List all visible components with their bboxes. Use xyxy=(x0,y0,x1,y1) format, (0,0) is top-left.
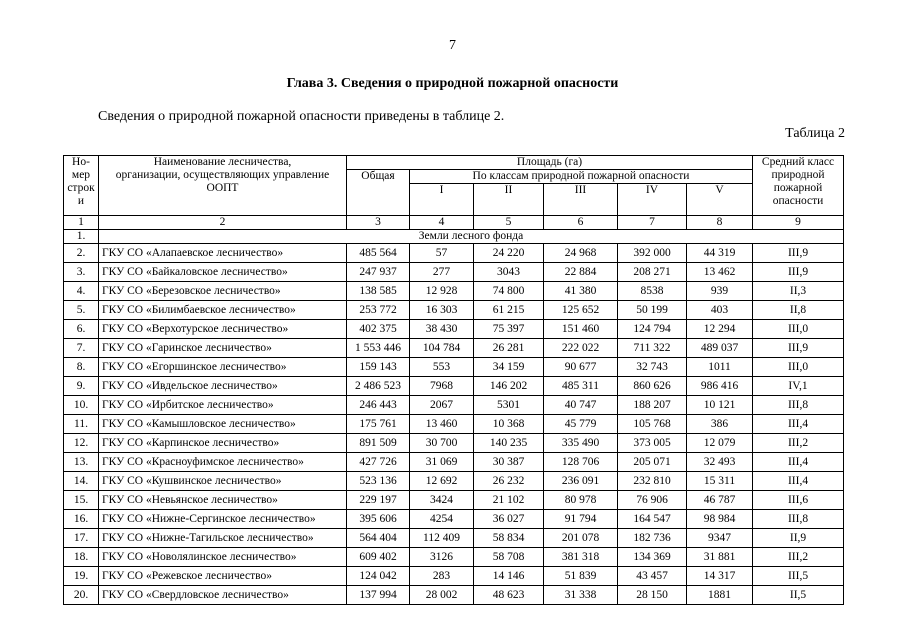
class-2-cell: 3043 xyxy=(474,263,544,282)
class-2-cell: 48 623 xyxy=(474,586,544,605)
avg-class-cell: III,6 xyxy=(753,491,844,510)
class-4-cell: 76 906 xyxy=(618,491,687,510)
class-5-cell: 939 xyxy=(687,282,753,301)
avg-class-cell: III,4 xyxy=(753,472,844,491)
row-number-cell: 7. xyxy=(64,339,99,358)
class-3-cell: 24 968 xyxy=(544,244,618,263)
class-3-cell: 40 747 xyxy=(544,396,618,415)
class-4-cell: 711 322 xyxy=(618,339,687,358)
row-number-cell: 11. xyxy=(64,415,99,434)
class-5-cell: 9347 xyxy=(687,529,753,548)
header-row-no xyxy=(64,156,99,216)
section-no: 1. xyxy=(64,230,99,244)
table-row xyxy=(64,301,844,320)
class-4-cell: 8538 xyxy=(618,282,687,301)
total-area-cell: 247 937 xyxy=(347,263,410,282)
class-3-cell: 201 078 xyxy=(544,529,618,548)
class-1-cell: 38 430 xyxy=(410,320,474,339)
avg-class-cell: III,0 xyxy=(753,358,844,377)
forestry-name-cell: ГКУ СО «Байкаловское лесничество» xyxy=(99,263,347,282)
class-3-cell: 91 794 xyxy=(544,510,618,529)
class-5-cell: 31 881 xyxy=(687,548,753,567)
forestry-name-cell: ГКУ СО «Свердловское лесничество» xyxy=(99,586,347,605)
class-1-cell: 16 303 xyxy=(410,301,474,320)
row-number-cell: 19. xyxy=(64,567,99,586)
table-row xyxy=(64,339,844,358)
avg-class-cell: III,2 xyxy=(753,548,844,567)
class-3-cell: 335 490 xyxy=(544,434,618,453)
class-5-cell: 12 294 xyxy=(687,320,753,339)
class-4-cell: 860 626 xyxy=(618,377,687,396)
table-row xyxy=(64,529,844,548)
class-2-cell: 14 146 xyxy=(474,567,544,586)
class-3-cell: 236 091 xyxy=(544,472,618,491)
class-3-cell: 80 978 xyxy=(544,491,618,510)
section-row xyxy=(64,230,844,244)
class-2-cell: 58 834 xyxy=(474,529,544,548)
header-class-3: III xyxy=(544,184,618,216)
total-area-cell: 124 042 xyxy=(347,567,410,586)
total-area-cell: 891 509 xyxy=(347,434,410,453)
class-5-cell: 15 311 xyxy=(687,472,753,491)
page-number: 7 xyxy=(449,38,456,53)
class-2-cell: 5301 xyxy=(474,396,544,415)
class-1-cell: 4254 xyxy=(410,510,474,529)
class-5-cell: 14 317 xyxy=(687,567,753,586)
header-avg-line: пожарной xyxy=(773,182,823,194)
column-number: 8 xyxy=(687,216,753,230)
avg-class-cell: II,3 xyxy=(753,282,844,301)
header-row-no-line: и xyxy=(77,195,85,207)
class-2-cell: 146 202 xyxy=(474,377,544,396)
header-avg-class xyxy=(753,156,844,216)
avg-class-cell: III,9 xyxy=(753,244,844,263)
avg-class-cell: III,4 xyxy=(753,415,844,434)
column-number: 4 xyxy=(410,216,474,230)
avg-class-cell: III,9 xyxy=(753,263,844,282)
table-row xyxy=(64,510,844,529)
class-4-cell: 105 768 xyxy=(618,415,687,434)
table-row xyxy=(64,415,844,434)
class-2-cell: 74 800 xyxy=(474,282,544,301)
total-area-cell: 175 761 xyxy=(347,415,410,434)
avg-class-cell: III,9 xyxy=(753,339,844,358)
class-3-cell: 151 460 xyxy=(544,320,618,339)
forestry-name-cell: ГКУ СО «Ирбитское лесничество» xyxy=(99,396,347,415)
class-4-cell: 164 547 xyxy=(618,510,687,529)
table-row xyxy=(64,358,844,377)
row-number-cell: 3. xyxy=(64,263,99,282)
table-row xyxy=(64,434,844,453)
class-1-cell: 553 xyxy=(410,358,474,377)
class-2-cell: 30 387 xyxy=(474,453,544,472)
avg-class-cell: III,8 xyxy=(753,510,844,529)
class-1-cell: 2067 xyxy=(410,396,474,415)
class-2-cell: 36 027 xyxy=(474,510,544,529)
class-3-cell: 45 779 xyxy=(544,415,618,434)
column-number: 2 xyxy=(99,216,347,230)
table-row xyxy=(64,244,844,263)
total-area-cell: 485 564 xyxy=(347,244,410,263)
table-row xyxy=(64,472,844,491)
class-2-cell: 58 708 xyxy=(474,548,544,567)
header-total: Общая xyxy=(347,170,410,216)
header-avg-line: Средний класс xyxy=(761,156,835,168)
row-number-cell: 14. xyxy=(64,472,99,491)
class-2-cell: 34 159 xyxy=(474,358,544,377)
class-1-cell: 28 002 xyxy=(410,586,474,605)
total-area-cell: 609 402 xyxy=(347,548,410,567)
header-area: Площадь (га) xyxy=(347,156,753,170)
class-4-cell: 28 150 xyxy=(618,586,687,605)
table-row xyxy=(64,377,844,396)
total-area-cell: 229 197 xyxy=(347,491,410,510)
header-name xyxy=(99,156,347,216)
class-2-cell: 24 220 xyxy=(474,244,544,263)
column-number: 3 xyxy=(347,216,410,230)
total-area-cell: 159 143 xyxy=(347,358,410,377)
avg-class-cell: III,4 xyxy=(753,453,844,472)
class-1-cell: 31 069 xyxy=(410,453,474,472)
forestry-name-cell: ГКУ СО «Невьянское лесничество» xyxy=(99,491,347,510)
intro-paragraph: Сведения о природной пожарной опасности приведены в таблице 2. xyxy=(98,109,505,124)
forestry-name-cell: ГКУ СО «Красноуфимское лесничество» xyxy=(99,453,347,472)
forestry-name-cell: ГКУ СО «Кушвинское лесничество» xyxy=(99,472,347,491)
table-row xyxy=(64,282,844,301)
class-5-cell: 44 319 xyxy=(687,244,753,263)
class-2-cell: 26 281 xyxy=(474,339,544,358)
forestry-name-cell: ГКУ СО «Березовское лесничество» xyxy=(99,282,347,301)
class-2-cell: 75 397 xyxy=(474,320,544,339)
header-class-5: V xyxy=(687,184,753,216)
row-number-cell: 8. xyxy=(64,358,99,377)
forestry-name-cell: ГКУ СО «Гаринское лесничество» xyxy=(99,339,347,358)
header-row-no-line: Но- xyxy=(72,156,90,168)
class-4-cell: 50 199 xyxy=(618,301,687,320)
row-number-cell: 15. xyxy=(64,491,99,510)
class-1-cell: 30 700 xyxy=(410,434,474,453)
table-row xyxy=(64,586,844,605)
avg-class-cell: II,8 xyxy=(753,301,844,320)
class-4-cell: 182 736 xyxy=(618,529,687,548)
class-3-cell: 128 706 xyxy=(544,453,618,472)
table-row xyxy=(64,567,844,586)
class-3-cell: 31 338 xyxy=(544,586,618,605)
class-5-cell: 32 493 xyxy=(687,453,753,472)
class-5-cell: 13 462 xyxy=(687,263,753,282)
row-number-cell: 17. xyxy=(64,529,99,548)
header-by-class: По классам природной пожарной опасности xyxy=(410,170,753,184)
class-1-cell: 104 784 xyxy=(410,339,474,358)
avg-class-cell: II,5 xyxy=(753,586,844,605)
class-4-cell: 124 794 xyxy=(618,320,687,339)
table-body xyxy=(64,244,844,605)
table-row xyxy=(64,320,844,339)
forestry-name-cell: ГКУ СО «Карпинское лесничество» xyxy=(99,434,347,453)
total-area-cell: 395 606 xyxy=(347,510,410,529)
forestry-name-cell: ГКУ СО «Ивдельское лесничество» xyxy=(99,377,347,396)
row-number-cell: 4. xyxy=(64,282,99,301)
avg-class-cell: IV,1 xyxy=(753,377,844,396)
forestry-name-cell: ГКУ СО «Алапаевское лесничество» xyxy=(99,244,347,263)
class-4-cell: 373 005 xyxy=(618,434,687,453)
class-2-cell: 21 102 xyxy=(474,491,544,510)
class-4-cell: 205 071 xyxy=(618,453,687,472)
row-number-cell: 13. xyxy=(64,453,99,472)
header-class-2: II xyxy=(474,184,544,216)
column-number: 1 xyxy=(64,216,99,230)
class-4-cell: 232 810 xyxy=(618,472,687,491)
avg-class-cell: III,0 xyxy=(753,320,844,339)
fire-danger-table xyxy=(63,155,844,605)
class-1-cell: 277 xyxy=(410,263,474,282)
class-1-cell: 3126 xyxy=(410,548,474,567)
avg-class-cell: III,8 xyxy=(753,396,844,415)
class-5-cell: 403 xyxy=(687,301,753,320)
class-4-cell: 32 743 xyxy=(618,358,687,377)
row-number-cell: 10. xyxy=(64,396,99,415)
column-number: 5 xyxy=(474,216,544,230)
total-area-cell: 1 553 446 xyxy=(347,339,410,358)
chapter-title: Глава 3. Сведения о природной пожарной опасности xyxy=(286,76,619,91)
column-number-row xyxy=(64,216,844,230)
class-1-cell: 13 460 xyxy=(410,415,474,434)
header-class-4: IV xyxy=(618,184,687,216)
class-5-cell: 12 079 xyxy=(687,434,753,453)
class-5-cell: 1881 xyxy=(687,586,753,605)
class-3-cell: 41 380 xyxy=(544,282,618,301)
class-2-cell: 61 215 xyxy=(474,301,544,320)
forestry-name-cell: ГКУ СО «Верхотурское лесничество» xyxy=(99,320,347,339)
table-row xyxy=(64,491,844,510)
forestry-name-cell: ГКУ СО «Нижне-Тагильское лесничество» xyxy=(99,529,347,548)
row-number-cell: 5. xyxy=(64,301,99,320)
total-area-cell: 402 375 xyxy=(347,320,410,339)
total-area-cell: 523 136 xyxy=(347,472,410,491)
row-number-cell: 6. xyxy=(64,320,99,339)
header-row-no-line: строк xyxy=(67,182,95,194)
header-row-1 xyxy=(64,156,844,170)
class-4-cell: 208 271 xyxy=(618,263,687,282)
class-1-cell: 12 692 xyxy=(410,472,474,491)
class-1-cell: 3424 xyxy=(410,491,474,510)
forestry-name-cell: ГКУ СО «Новолялинское лесничество» xyxy=(99,548,347,567)
table-label: Таблица 2 xyxy=(785,126,845,141)
class-1-cell: 112 409 xyxy=(410,529,474,548)
column-number: 7 xyxy=(618,216,687,230)
row-number-cell: 9. xyxy=(64,377,99,396)
class-5-cell: 1011 xyxy=(687,358,753,377)
forestry-name-cell: ГКУ СО «Камышловское лесничество» xyxy=(99,415,347,434)
column-number: 6 xyxy=(544,216,618,230)
header-avg-line: опасности xyxy=(772,195,824,207)
forestry-name-cell: ГКУ СО «Режевское лесничество» xyxy=(99,567,347,586)
class-5-cell: 46 787 xyxy=(687,491,753,510)
header-row-no-line: мер xyxy=(71,169,91,181)
header-name-line: ООПТ xyxy=(206,182,239,194)
total-area-cell: 246 443 xyxy=(347,396,410,415)
table-row xyxy=(64,453,844,472)
header-name-line: Наименование лесничества, xyxy=(153,156,292,168)
row-number-cell: 2. xyxy=(64,244,99,263)
class-5-cell: 386 xyxy=(687,415,753,434)
class-3-cell: 381 318 xyxy=(544,548,618,567)
total-area-cell: 2 486 523 xyxy=(347,377,410,396)
header-class-1: I xyxy=(410,184,474,216)
class-2-cell: 140 235 xyxy=(474,434,544,453)
avg-class-cell: III,5 xyxy=(753,567,844,586)
header-name-line: организации, осуществляющих управление xyxy=(115,169,330,181)
class-3-cell: 22 884 xyxy=(544,263,618,282)
total-area-cell: 564 404 xyxy=(347,529,410,548)
section-title: Земли лесного фонда xyxy=(99,230,844,244)
class-5-cell: 986 416 xyxy=(687,377,753,396)
forestry-name-cell: ГКУ СО «Нижне-Сергинское лесничество» xyxy=(99,510,347,529)
table-row xyxy=(64,263,844,282)
column-number: 9 xyxy=(753,216,844,230)
forestry-name-cell: ГКУ СО «Егоршинское лесничество» xyxy=(99,358,347,377)
total-area-cell: 138 585 xyxy=(347,282,410,301)
class-1-cell: 7968 xyxy=(410,377,474,396)
class-4-cell: 392 000 xyxy=(618,244,687,263)
class-4-cell: 188 207 xyxy=(618,396,687,415)
total-area-cell: 427 726 xyxy=(347,453,410,472)
table-row xyxy=(64,548,844,567)
row-number-cell: 20. xyxy=(64,586,99,605)
class-5-cell: 10 121 xyxy=(687,396,753,415)
avg-class-cell: III,2 xyxy=(753,434,844,453)
class-5-cell: 489 037 xyxy=(687,339,753,358)
class-3-cell: 125 652 xyxy=(544,301,618,320)
total-area-cell: 137 994 xyxy=(347,586,410,605)
class-1-cell: 283 xyxy=(410,567,474,586)
row-number-cell: 18. xyxy=(64,548,99,567)
total-area-cell: 253 772 xyxy=(347,301,410,320)
header-avg-line: природной xyxy=(771,169,825,181)
class-3-cell: 485 311 xyxy=(544,377,618,396)
class-4-cell: 134 369 xyxy=(618,548,687,567)
avg-class-cell: II,9 xyxy=(753,529,844,548)
class-5-cell: 98 984 xyxy=(687,510,753,529)
class-2-cell: 10 368 xyxy=(474,415,544,434)
class-3-cell: 90 677 xyxy=(544,358,618,377)
class-4-cell: 43 457 xyxy=(618,567,687,586)
class-1-cell: 12 928 xyxy=(410,282,474,301)
row-number-cell: 12. xyxy=(64,434,99,453)
class-3-cell: 222 022 xyxy=(544,339,618,358)
forestry-name-cell: ГКУ СО «Билимбаевское лесничество» xyxy=(99,301,347,320)
class-1-cell: 57 xyxy=(410,244,474,263)
class-2-cell: 26 232 xyxy=(474,472,544,491)
row-number-cell: 16. xyxy=(64,510,99,529)
table-row xyxy=(64,396,844,415)
class-3-cell: 51 839 xyxy=(544,567,618,586)
